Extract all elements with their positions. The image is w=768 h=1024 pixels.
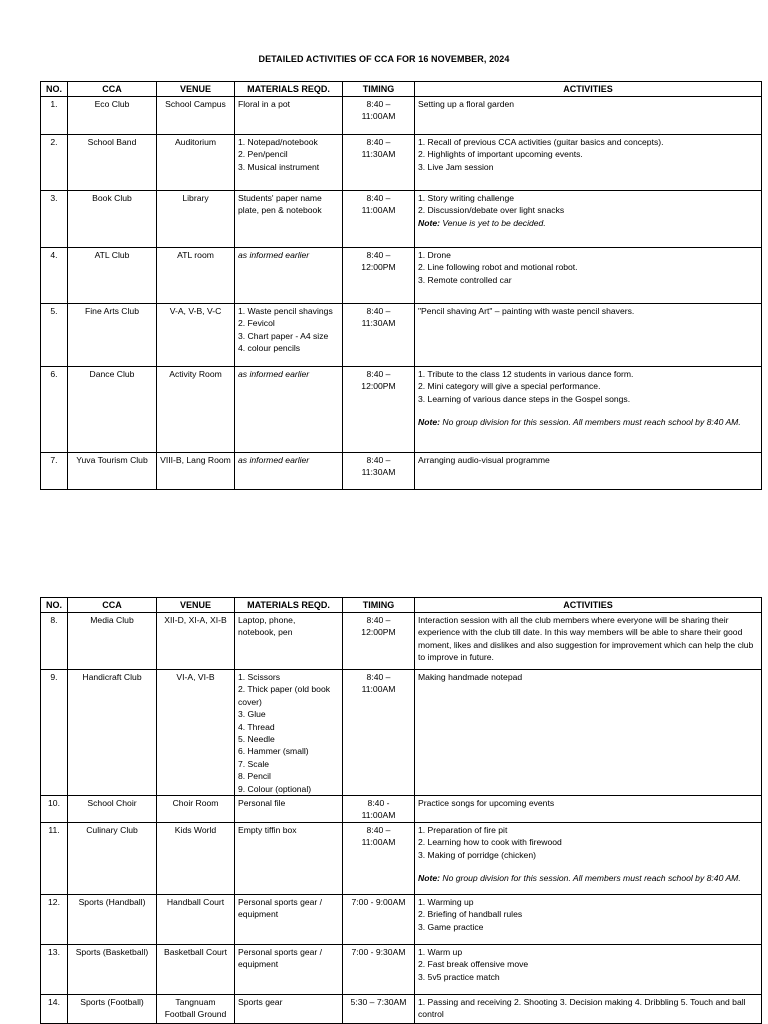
materials <box>235 894 343 944</box>
timing-line: 8:40 – <box>366 615 391 625</box>
timing-line: 12:00PM <box>361 262 396 273</box>
timing <box>343 796 415 823</box>
row-number: 4. <box>41 248 68 304</box>
venue: XII-D, XI-A, XI-B <box>157 613 235 670</box>
timing-line: 8:40 – <box>366 672 391 682</box>
timing-line: 11:00AM <box>361 837 396 848</box>
materials-line: Empty tiffin box <box>238 824 297 835</box>
activity-line: 3. Learning of various dance steps in the Gospel songs. <box>418 393 631 404</box>
timing-line: 7:00 - 9:30AM <box>351 946 406 957</box>
activity-line: Setting up a floral garden <box>418 99 515 109</box>
timing-line: 8:40 – <box>366 455 391 465</box>
timing <box>343 191 415 248</box>
timing <box>343 613 415 670</box>
cca-name: Sports (Basketball) <box>68 944 157 994</box>
timing-line: 8:40 – <box>366 250 391 260</box>
header-cca: CCA <box>68 82 157 97</box>
timing-line: 11:00AM <box>361 111 396 122</box>
header-cca: CCA <box>68 598 157 613</box>
materials <box>235 97 343 135</box>
table-row <box>41 994 762 1023</box>
materials <box>235 613 343 670</box>
materials <box>235 304 343 367</box>
materials-line: 1. Notepad/notebook <box>238 137 318 147</box>
materials-line: Personal file <box>238 798 286 809</box>
activity-line: 2. Briefing of handball rules <box>418 909 523 920</box>
header-materials: MATERIALS REQD. <box>235 82 343 97</box>
materials-line: equipment <box>238 959 279 970</box>
activities <box>415 97 762 135</box>
table-row <box>41 822 762 894</box>
materials <box>235 944 343 994</box>
materials-line: 4. Thread <box>238 721 275 732</box>
table-header-row <box>41 598 762 613</box>
activity-line: 3. 5v5 practice match <box>418 971 500 982</box>
cca-name: ATL Club <box>68 248 157 304</box>
venue: ATL room <box>157 248 235 304</box>
activities <box>415 613 762 670</box>
venue: Basketball Court <box>157 944 235 994</box>
materials-line: Students' paper name <box>238 193 322 203</box>
table-row <box>41 453 762 490</box>
activity-line: 1. Passing and receiving 2. Shooting 3. Decision making 4. Dribbling 5. Touch and ball control <box>418 996 746 1020</box>
activity-line: 1. Warm up <box>418 946 463 957</box>
note-text: No group division for this session. All members must reach school by 8:40 AM. <box>439 417 741 428</box>
materials-line: 6. Hammer (small) <box>238 746 309 757</box>
activity-line: 1. Drone <box>418 250 451 260</box>
materials <box>235 135 343 191</box>
note <box>418 217 758 229</box>
document-title: DETAILED ACTIVITIES OF CCA FOR 16 NOVEMBER, 2024 <box>258 54 510 64</box>
timing-line: 11:00AM <box>361 810 396 821</box>
materials <box>235 796 343 823</box>
venue: Handball Court <box>157 894 235 944</box>
note-spacer <box>418 405 758 416</box>
materials <box>235 248 343 304</box>
header-activities: ACTIVITIES <box>415 82 762 97</box>
activity-line: 1. Preparation of fire pit <box>418 824 508 835</box>
materials <box>235 822 343 894</box>
cca-name: Sports (Handball) <box>68 894 157 944</box>
activities <box>415 894 762 944</box>
timing-line: 5:30 – 7:30AM <box>350 996 407 1007</box>
activity-line: 2. Fast break offensive move <box>418 959 529 970</box>
cca-name: School Choir <box>68 796 157 823</box>
header-no: NO. <box>41 598 68 613</box>
row-number: 7. <box>41 453 68 490</box>
table-row <box>41 894 762 944</box>
materials-line: Personal sports gear / <box>238 946 323 957</box>
table-row <box>41 135 762 191</box>
activity-line: "Pencil shaving Art" – painting with waste pencil shavers. <box>418 306 635 316</box>
cca-name: Book Club <box>68 191 157 248</box>
cca-name: Handicraft Club <box>68 670 157 796</box>
table-row <box>41 796 762 823</box>
note-label: Note: <box>418 417 440 428</box>
activities <box>415 994 762 1023</box>
row-number: 11. <box>41 822 68 894</box>
table-header-row <box>41 82 762 97</box>
timing <box>343 894 415 944</box>
activities <box>415 367 762 453</box>
materials-line: 1. Waste pencil shavings <box>238 306 333 316</box>
row-number: 9. <box>41 670 68 796</box>
table-row <box>41 97 762 135</box>
cca-name: Eco Club <box>68 97 157 135</box>
materials-line: Laptop, phone, <box>238 615 296 625</box>
materials-line: notebook, pen <box>238 627 293 638</box>
materials-line: 3. Glue <box>238 709 266 720</box>
venue: VI-A, VI-B <box>157 670 235 796</box>
note-text: Venue is yet to be decided. <box>439 217 546 228</box>
materials-line: 2. Thick paper (old book cover) <box>238 684 331 707</box>
venue: Kids World <box>157 822 235 894</box>
cca-name: Fine Arts Club <box>68 304 157 367</box>
timing <box>343 822 415 894</box>
timing-line: 11:30AM <box>361 318 396 329</box>
row-number: 10. <box>41 796 68 823</box>
timing <box>343 97 415 135</box>
activity-line: 3. Making of porridge (chicken) <box>418 849 536 860</box>
timing-line: 7:00 - 9:00AM <box>351 896 406 907</box>
timing <box>343 367 415 453</box>
activities <box>415 304 762 367</box>
materials-line: Personal sports gear / <box>238 896 323 907</box>
timing <box>343 453 415 490</box>
materials <box>235 453 343 490</box>
timing <box>343 944 415 994</box>
note-spacer <box>418 861 758 872</box>
activities <box>415 453 762 490</box>
timing-line: 11:00AM <box>361 205 396 216</box>
timing-line: 8:40 – <box>366 369 391 379</box>
row-number: 12. <box>41 894 68 944</box>
activity-line: 2. Mini category will give a special performance. <box>418 381 601 392</box>
note <box>418 416 758 428</box>
row-number: 3. <box>41 191 68 248</box>
materials <box>235 994 343 1023</box>
row-number: 13. <box>41 944 68 994</box>
table-row <box>41 248 762 304</box>
table-row <box>41 191 762 248</box>
timing-line: 8:40 – <box>366 193 391 203</box>
cca-name: Culinary Club <box>68 822 157 894</box>
materials-line: plate, pen & notebook <box>238 205 322 216</box>
timing-line: 8:40 – <box>366 306 391 316</box>
activities <box>415 822 762 894</box>
cca-table-2 <box>40 597 762 1024</box>
cca-name: Media Club <box>68 613 157 670</box>
materials-line: 2. Fevicol <box>238 318 275 329</box>
venue: Activity Room <box>157 367 235 453</box>
activity-line: Practice songs for upcoming events <box>418 798 555 809</box>
materials-line: 7. Scale <box>238 758 270 769</box>
materials-line: 4. colour pencils <box>238 343 301 354</box>
cca-name: Sports (Football) <box>68 994 157 1023</box>
materials-line: 1. Scissors <box>238 672 281 682</box>
table-row <box>41 367 762 453</box>
venue: School Campus <box>157 97 235 135</box>
activity-line: 3. Game practice <box>418 921 484 932</box>
note <box>418 872 758 884</box>
activity-line: 3. Live Jam session <box>418 161 494 172</box>
activity-line: 2. Highlights of important upcoming events. <box>418 149 583 160</box>
timing <box>343 304 415 367</box>
activities <box>415 191 762 248</box>
row-number: 2. <box>41 135 68 191</box>
activities <box>415 944 762 994</box>
timing-line: 11:30AM <box>361 149 396 160</box>
header-timing: TIMING <box>343 82 415 97</box>
cca-name: School Band <box>68 135 157 191</box>
timing <box>343 994 415 1023</box>
activities <box>415 670 762 796</box>
materials <box>235 670 343 796</box>
row-number: 5. <box>41 304 68 367</box>
venue: Tangnuam Football Ground <box>157 994 235 1023</box>
materials-line: 3. Chart paper - A4 size <box>238 330 329 341</box>
materials-line: 5. Needle <box>238 734 275 745</box>
materials-line: as informed earlier <box>238 369 310 379</box>
materials-line: 2. Pen/pencil <box>238 149 288 160</box>
row-number: 1. <box>41 97 68 135</box>
note-label: Note: <box>418 217 440 228</box>
timing-line: 8:40 - <box>367 798 390 809</box>
timing-line: 12:00PM <box>361 627 396 638</box>
materials-line: Sports gear <box>238 996 283 1007</box>
cca-table-1 <box>40 81 762 490</box>
venue: Choir Room <box>157 796 235 823</box>
activities <box>415 135 762 191</box>
header-venue: VENUE <box>157 82 235 97</box>
materials-line: Floral in a pot <box>238 99 291 109</box>
timing <box>343 670 415 796</box>
timing-line: 8:40 – <box>366 824 391 835</box>
table-row <box>41 670 762 796</box>
table-row <box>41 304 762 367</box>
timing-line: 11:00AM <box>361 684 396 695</box>
timing-line: 12:00PM <box>361 381 396 392</box>
activity-line: 1. Tribute to the class 12 students in various dance form. <box>418 369 634 379</box>
venue: Auditorium <box>157 135 235 191</box>
activities <box>415 796 762 823</box>
activity-line: 1. Warming up <box>418 896 474 907</box>
header-timing: TIMING <box>343 598 415 613</box>
activity-line: 3. Remote controlled car <box>418 274 512 285</box>
header-no: NO. <box>41 82 68 97</box>
row-number: 14. <box>41 994 68 1023</box>
timing <box>343 248 415 304</box>
header-venue: VENUE <box>157 598 235 613</box>
timing <box>343 135 415 191</box>
venue: V-A, V-B, V-C <box>157 304 235 367</box>
materials-line: 9. Colour (optional) <box>238 783 312 794</box>
activity-line: Making handmade notepad <box>418 672 523 682</box>
activity-line: 1. Recall of previous CCA activities (guitar basics and concepts). <box>418 137 664 147</box>
venue: Library <box>157 191 235 248</box>
note-label: Note: <box>418 873 440 884</box>
activity-line: 2. Learning how to cook with firewood <box>418 837 562 848</box>
timing-line: 8:40 – <box>366 99 391 109</box>
materials-line: 8. Pencil <box>238 771 271 782</box>
materials-line: as informed earlier <box>238 455 310 465</box>
materials-line: as informed earlier <box>238 250 310 260</box>
activities <box>415 248 762 304</box>
activity-line: Interaction session with all the club members where everyone will be sharing their experience with the club till date. In this way members will be able to share their good moment, likes and dislikes and also suggestion for improvement which can help the club to improve in future. <box>418 615 754 663</box>
materials-line: 3. Musical instrument <box>238 161 320 172</box>
materials-line: equipment <box>238 909 279 920</box>
activity-line: 1. Story writing challenge <box>418 193 515 203</box>
materials <box>235 191 343 248</box>
activity-line: 2. Discussion/debate over light snacks <box>418 205 565 216</box>
cca-name: Dance Club <box>68 367 157 453</box>
table-row <box>41 613 762 670</box>
timing-line: 8:40 – <box>366 137 391 147</box>
venue: VIII-B, Lang Room <box>157 453 235 490</box>
row-number: 6. <box>41 367 68 453</box>
timing-line: 11:30AM <box>361 467 396 478</box>
row-number: 8. <box>41 613 68 670</box>
activity-line: 2. Line following robot and motional robot. <box>418 262 578 273</box>
cca-name: Yuva Tourism Club <box>68 453 157 490</box>
activity-line: Arranging audio-visual programme <box>418 455 550 465</box>
header-materials: MATERIALS REQD. <box>235 598 343 613</box>
note-text: No group division for this session. All members must reach school by 8:40 AM. <box>439 873 741 884</box>
materials <box>235 367 343 453</box>
table-row <box>41 944 762 994</box>
header-activities: ACTIVITIES <box>415 598 762 613</box>
